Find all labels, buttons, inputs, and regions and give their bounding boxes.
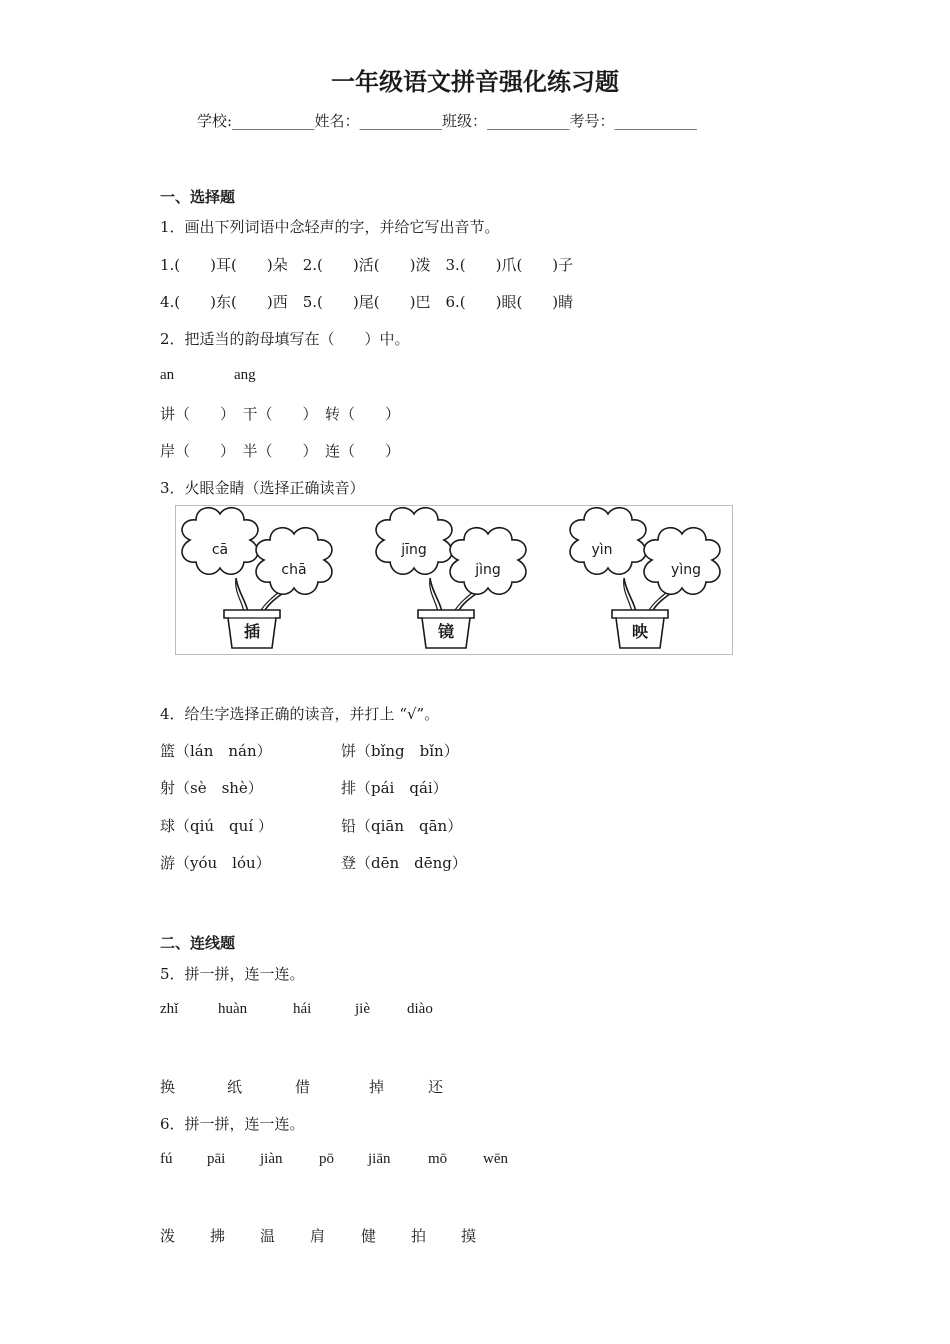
q6-pinyin-3: jiàn (260, 1151, 283, 1167)
pot-2-character: 镜 (437, 622, 455, 641)
q6-char-7: 摸 (461, 1227, 477, 1245)
question-2-row-1: 讲（ ） 干（ ） 转（ ） (160, 405, 401, 423)
question-5-stem: 5．拼一拼，连一连。 (160, 965, 305, 983)
pot-1-pinyin-a: cā (211, 542, 229, 558)
q6-char-4: 肩 (310, 1227, 326, 1245)
q6-char-5: 健 (361, 1227, 377, 1245)
question-4-stem: 4．给生字选择正确的读音，并打上 “√”。 (160, 705, 440, 723)
pot-2-pinyin-a: jīng (401, 542, 427, 558)
pot-3-pinyin-b: yìng (671, 562, 701, 578)
q5-char-5: 还 (428, 1078, 444, 1096)
q6-pinyin-7: wēn (483, 1151, 508, 1167)
q4-right-item-1: 饼（bǐng bǐn） (341, 742, 459, 760)
q6-pinyin-6: mō (428, 1151, 448, 1167)
final-option-an: an (160, 367, 175, 383)
section-heading-matching: 二、连线题 (160, 934, 236, 952)
pot-3-character: 映 (631, 622, 649, 641)
q4-left-item-4: 游（yóu lóu） (160, 854, 271, 872)
q5-char-4: 掉 (369, 1078, 385, 1096)
pot-1-pinyin-b: chā (281, 562, 307, 578)
q6-char-6: 拍 (411, 1227, 427, 1245)
page-title: 一年级语文拼音强化练习题 (331, 68, 619, 96)
question-2-row-2: 岸（ ） 半（ ） 连（ ） (160, 442, 401, 460)
q4-left-item-2: 射（sè shè） (160, 779, 263, 797)
q4-right-item-4: 登（dēn dēng） (341, 854, 467, 872)
q4-left-item-1: 篮（lán nán） (160, 742, 272, 760)
pot-3-pinyin-a: yìn (591, 542, 613, 558)
question-1-row-1: 1.( )耳( )朵 2.( )活( )泼 3.( )爪( )子 (160, 256, 574, 274)
q5-pinyin-3: hái (293, 1001, 312, 1017)
q5-pinyin-2: huàn (218, 1001, 248, 1017)
student-info-fields: 学校:___________姓名：___________班级：___________考号：___________ (197, 112, 698, 130)
question-1-stem: 1．画出下列词语中念轻声的字，并给它写出音节。 (160, 218, 500, 236)
q6-pinyin-1: fú (160, 1151, 173, 1167)
q5-pinyin-1: zhǐ (160, 1001, 179, 1017)
question-2-stem: 2．把适当的韵母填写在（ ）中。 (160, 330, 410, 348)
q6-pinyin-2: pāi (207, 1151, 226, 1167)
final-option-ang: ang (234, 367, 256, 383)
q6-pinyin-4: pō (319, 1151, 334, 1167)
q4-right-item-2: 排（pái qái） (341, 779, 448, 797)
q5-char-2: 纸 (227, 1078, 243, 1096)
q5-char-3: 借 (295, 1078, 311, 1096)
pot-2-pinyin-b: jìng (475, 562, 501, 578)
q4-left-item-3: 球（qiú quí ） (160, 817, 273, 835)
question-6-stem: 6．拼一拼，连一连。 (160, 1115, 305, 1133)
q6-char-3: 温 (260, 1227, 276, 1245)
pot-1-character: 插 (243, 622, 261, 641)
question-3-stem: 3．火眼金睛（选择正确读音） (160, 479, 365, 497)
q4-right-item-3: 铅（qiān qān） (341, 817, 463, 835)
q5-char-1: 换 (160, 1078, 176, 1096)
q5-pinyin-4: jiè (355, 1001, 370, 1017)
q6-char-2: 拂 (210, 1227, 226, 1245)
flower-pot-figure (175, 505, 733, 655)
question-1-row-2: 4.( )东( )西 5.( )尾( )巴 6.( )眼( )睛 (160, 293, 574, 311)
q5-pinyin-5: diào (407, 1001, 433, 1017)
section-heading-choice: 一、选择题 (160, 188, 236, 206)
q6-char-1: 泼 (160, 1227, 176, 1245)
q6-pinyin-5: jiān (368, 1151, 391, 1167)
